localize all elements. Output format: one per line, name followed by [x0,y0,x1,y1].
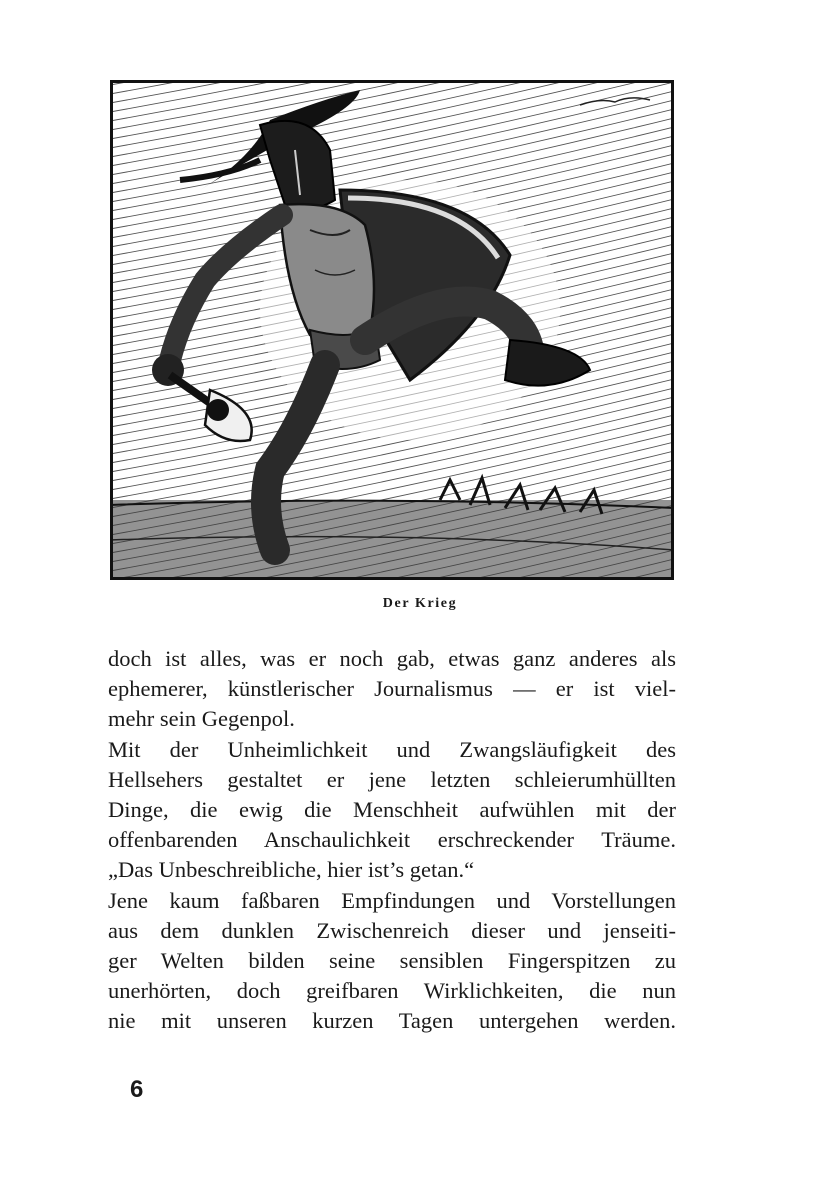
figure-caption: Der Krieg [382,596,458,611]
war-illustration [110,80,674,580]
warrior-drawing [110,80,674,580]
text-line: Dinge, die ewig die Menschheit aufwühlen mit der [108,796,676,822]
body-paragraph [108,644,676,1036]
text-line: aus dem dunklen Zwischenreich dieser und jenseiti- [108,917,676,943]
page-number: 6 [130,1076,144,1103]
text-line: ger Welten bilden seine sensiblen Fingerspitzen zu [108,947,676,973]
text-line: mehr sein Gegenpol. [108,706,295,732]
text-line: „Das Unbeschreibliche, hier ist’s getan.“ [108,857,475,883]
text-line: doch ist alles, was er noch gab, etwas ganz anderes als [108,646,676,671]
text-line: unerhörten, doch greifbaren Wirklichkeiten, die nun [108,978,676,1004]
text-line: nie mit unseren kurzen Tagen untergehen werden. [108,1008,676,1034]
text-line: Mit der Unheimlichkeit und Zwangsläufigkeit des [108,736,676,762]
text-line: Jene kaum faßbaren Empfindungen und Vorstellungen [108,887,676,913]
text-line: ephemerer, künstlerischer Journalismus — er ist viel- [108,676,676,702]
text-line: offenbarenden Anschaulichkeit erschreckender Träume. [108,827,676,853]
text-line: Hellsehers gestaltet er jene letzten schleierumhüllten [108,766,676,792]
